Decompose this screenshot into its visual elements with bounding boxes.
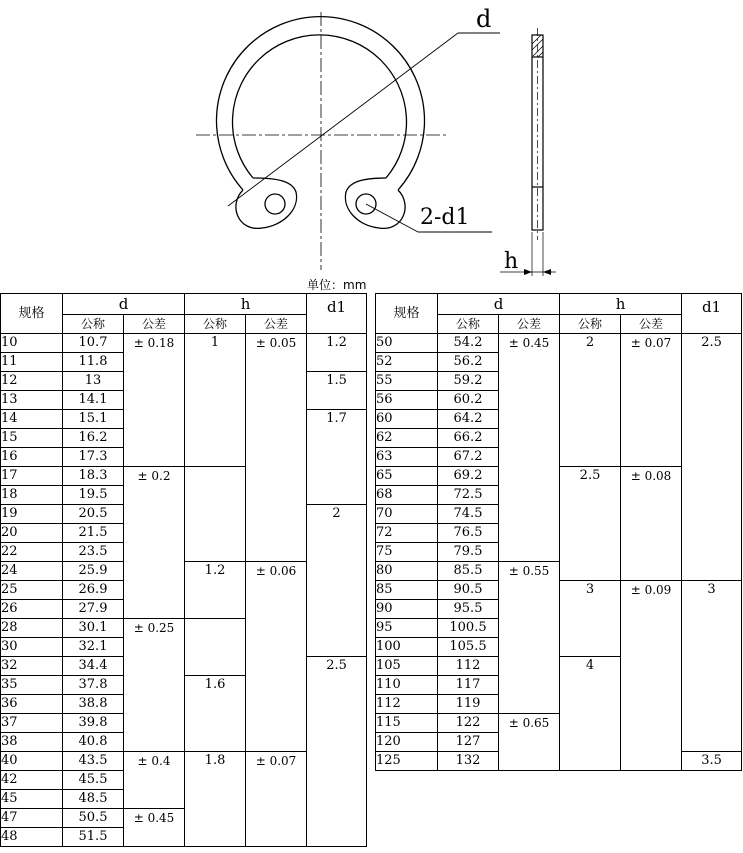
- d-nominal-cell: 13: [63, 372, 124, 391]
- d-diameter-line: [228, 33, 458, 206]
- d-nominal-cell: 34.4: [63, 657, 124, 676]
- spec-cell: 90: [376, 600, 438, 619]
- spec-cell: 35: [1, 676, 63, 695]
- spec-cell: 105: [376, 657, 438, 676]
- spec-cell: 80: [376, 562, 438, 581]
- h-header: h: [560, 294, 682, 315]
- d1-header: d1: [307, 294, 367, 334]
- d-nominal-cell: 79.5: [438, 543, 499, 562]
- d-nominal-cell: 56.2: [438, 353, 499, 372]
- spec-cell: 63: [376, 448, 438, 467]
- d-header: d: [63, 294, 185, 315]
- d-tolerance-cell: ± 0.4: [124, 752, 185, 809]
- spec-cell: 48: [1, 828, 63, 847]
- d1-cell: 1.5: [307, 372, 367, 410]
- d-nominal-cell: 11.8: [63, 353, 124, 372]
- spec-cell: 20: [1, 524, 63, 543]
- spec-cell: 30: [1, 638, 63, 657]
- d-tolerance-cell: ± 0.65: [499, 714, 560, 771]
- d-nominal-cell: 122: [438, 714, 499, 733]
- spec-cell: 47: [1, 809, 63, 828]
- d-nominal-header: 公称: [63, 315, 124, 334]
- d-tolerance-cell: ± 0.18: [124, 334, 185, 467]
- spec-cell: 38: [1, 733, 63, 752]
- d-nominal-cell: 14.1: [63, 391, 124, 410]
- d-nominal-cell: 127: [438, 733, 499, 752]
- h-tolerance-cell: ± 0.07: [621, 334, 682, 467]
- h-tolerance-cell: ± 0.07: [246, 752, 307, 847]
- d-nominal-cell: 45.5: [63, 771, 124, 790]
- spec-cell: 36: [1, 695, 63, 714]
- d-tolerance-cell: ± 0.2: [124, 467, 185, 619]
- h-tolerance-header: 公差: [621, 315, 682, 334]
- d-nominal-cell: 69.2: [438, 467, 499, 486]
- h-tolerance-cell: ± 0.05: [246, 334, 307, 562]
- spec-cell: 22: [1, 543, 63, 562]
- spec-cell: 24: [1, 562, 63, 581]
- d-nominal-cell: 112: [438, 657, 499, 676]
- d-tolerance-cell: ± 0.45: [124, 809, 185, 847]
- d-nominal-cell: 76.5: [438, 524, 499, 543]
- h-nominal-header: 公称: [560, 315, 621, 334]
- spec-cell: 45: [1, 790, 63, 809]
- d-nominal-cell: 10.7: [63, 334, 124, 353]
- d-nominal-cell: 38.8: [63, 695, 124, 714]
- h-nominal-cell: 4: [560, 657, 621, 771]
- d-nominal-cell: 59.2: [438, 372, 499, 391]
- left-spec-table: [0, 293, 367, 847]
- d-nominal-cell: 119: [438, 695, 499, 714]
- d-nominal-cell: 15.1: [63, 410, 124, 429]
- spec-cell: 75: [376, 543, 438, 562]
- d1-cell: 2: [307, 505, 367, 657]
- spec-cell: 56: [376, 391, 438, 410]
- spec-cell: 17: [1, 467, 63, 486]
- spec-cell: 62: [376, 429, 438, 448]
- d-nominal-cell: 132: [438, 752, 499, 771]
- spec-cell: 12: [1, 372, 63, 391]
- spec-cell: 18: [1, 486, 63, 505]
- d-nominal-cell: 48.5: [63, 790, 124, 809]
- d-nominal-cell: 25.9: [63, 562, 124, 581]
- d-nominal-cell: 20.5: [63, 505, 124, 524]
- d-nominal-cell: 51.5: [63, 828, 124, 847]
- d1-cell: 3: [682, 581, 742, 752]
- d-tolerance-header: 公差: [499, 315, 560, 334]
- right-spec-table: [375, 293, 742, 771]
- d-nominal-cell: 85.5: [438, 562, 499, 581]
- spec-cell: 55: [376, 372, 438, 391]
- d-nominal-cell: 74.5: [438, 505, 499, 524]
- d-tolerance-header: 公差: [124, 315, 185, 334]
- left-lug-hole: [265, 194, 285, 214]
- spec-cell: 125: [376, 752, 438, 771]
- d-nominal-cell: 54.2: [438, 334, 499, 353]
- spec-cell: 28: [1, 619, 63, 638]
- d-nominal-cell: 37.8: [63, 676, 124, 695]
- spec-cell: 15: [1, 429, 63, 448]
- d-nominal-cell: 50.5: [63, 809, 124, 828]
- spec-cell: 50: [376, 334, 438, 353]
- spec-cell: 37: [1, 714, 63, 733]
- d-nominal-cell: 21.5: [63, 524, 124, 543]
- d-nominal-cell: 60.2: [438, 391, 499, 410]
- d-tolerance-cell: ± 0.55: [499, 562, 560, 714]
- d1-cell: 2.5: [307, 657, 367, 847]
- d-dimension-label: d: [476, 5, 492, 33]
- spec-cell: 26: [1, 600, 63, 619]
- d-tolerance-cell: ± 0.45: [499, 334, 560, 562]
- h-tolerance-cell: ± 0.06: [246, 562, 307, 752]
- d-nominal-cell: 30.1: [63, 619, 124, 638]
- spec-cell: 68: [376, 486, 438, 505]
- spec-header: 规格: [1, 294, 63, 334]
- d-nominal-cell: 32.1: [63, 638, 124, 657]
- spec-cell: 60: [376, 410, 438, 429]
- d-nominal-cell: 100.5: [438, 619, 499, 638]
- d-nominal-cell: 95.5: [438, 600, 499, 619]
- d-nominal-cell: 39.8: [63, 714, 124, 733]
- spec-cell: 42: [1, 771, 63, 790]
- spec-cell: 72: [376, 524, 438, 543]
- d-header: d: [438, 294, 560, 315]
- d1-cell: 3.5: [682, 752, 742, 771]
- spec-cell: 110: [376, 676, 438, 695]
- h-nominal-cell: [185, 619, 246, 676]
- spec-cell: 112: [376, 695, 438, 714]
- d1-cell: 1.2: [307, 334, 367, 372]
- h-nominal-header: 公称: [185, 315, 246, 334]
- spec-cell: 70: [376, 505, 438, 524]
- spec-cell: 40: [1, 752, 63, 771]
- d-nominal-cell: 19.5: [63, 486, 124, 505]
- d1-cell: 2.5: [682, 334, 742, 581]
- spec-cell: 115: [376, 714, 438, 733]
- spec-cell: 100: [376, 638, 438, 657]
- spec-cell: 95: [376, 619, 438, 638]
- spec-cell: 13: [1, 391, 63, 410]
- h-nominal-cell: 3: [560, 581, 621, 657]
- h-nominal-cell: [185, 467, 246, 562]
- unit-note: 单位：mm: [307, 278, 367, 292]
- d-nominal-cell: 105.5: [438, 638, 499, 657]
- d-nominal-cell: 17.3: [63, 448, 124, 467]
- d-nominal-cell: 64.2: [438, 410, 499, 429]
- d-nominal-cell: 27.9: [63, 600, 124, 619]
- d-nominal-cell: 67.2: [438, 448, 499, 467]
- d-nominal-cell: 26.9: [63, 581, 124, 600]
- d-tolerance-cell: ± 0.25: [124, 619, 185, 752]
- spec-cell: 10: [1, 334, 63, 353]
- d-nominal-header: 公称: [438, 315, 499, 334]
- spec-cell: 11: [1, 353, 63, 372]
- spec-cell: 14: [1, 410, 63, 429]
- d1-cell: 1.7: [307, 410, 367, 505]
- d-nominal-cell: 23.5: [63, 543, 124, 562]
- h-nominal-cell: 2.5: [560, 467, 621, 581]
- d-nominal-cell: 40.8: [63, 733, 124, 752]
- h-tolerance-cell: ± 0.08: [621, 467, 682, 581]
- h-nominal-cell: 1.6: [185, 676, 246, 752]
- d1-header: d1: [682, 294, 742, 334]
- h-tolerance-cell: ± 0.09: [621, 581, 682, 771]
- ring-outer-edge: [217, 17, 425, 190]
- d-nominal-cell: 117: [438, 676, 499, 695]
- retaining-ring-drawing: [0, 0, 743, 300]
- h-dimension-label: h: [504, 249, 519, 274]
- spec-cell: 32: [1, 657, 63, 676]
- ring-right-lug: [345, 178, 405, 228]
- spec-header: 规格: [376, 294, 438, 334]
- d-nominal-cell: 16.2: [63, 429, 124, 448]
- h-nominal-cell: 1: [185, 334, 246, 467]
- ring-inner-edge: [233, 35, 407, 178]
- spec-cell: 52: [376, 353, 438, 372]
- spec-cell: 16: [1, 448, 63, 467]
- spec-cell: 25: [1, 581, 63, 600]
- h-nominal-cell: 2: [560, 334, 621, 467]
- d-nominal-cell: 72.5: [438, 486, 499, 505]
- h-header: h: [185, 294, 307, 315]
- spec-cell: 120: [376, 733, 438, 752]
- spec-cell: 19: [1, 505, 63, 524]
- spec-cell: 65: [376, 467, 438, 486]
- spec-cell: 85: [376, 581, 438, 600]
- d-nominal-cell: 90.5: [438, 581, 499, 600]
- d-nominal-cell: 18.3: [63, 467, 124, 486]
- d1-hole-label: 2-d1: [420, 205, 470, 230]
- d-nominal-cell: 66.2: [438, 429, 499, 448]
- h-tolerance-header: 公差: [246, 315, 307, 334]
- ring-left-lug: [236, 178, 297, 228]
- h-nominal-cell: 1.8: [185, 752, 246, 847]
- d-nominal-cell: 43.5: [63, 752, 124, 771]
- h-nominal-cell: 1.2: [185, 562, 246, 619]
